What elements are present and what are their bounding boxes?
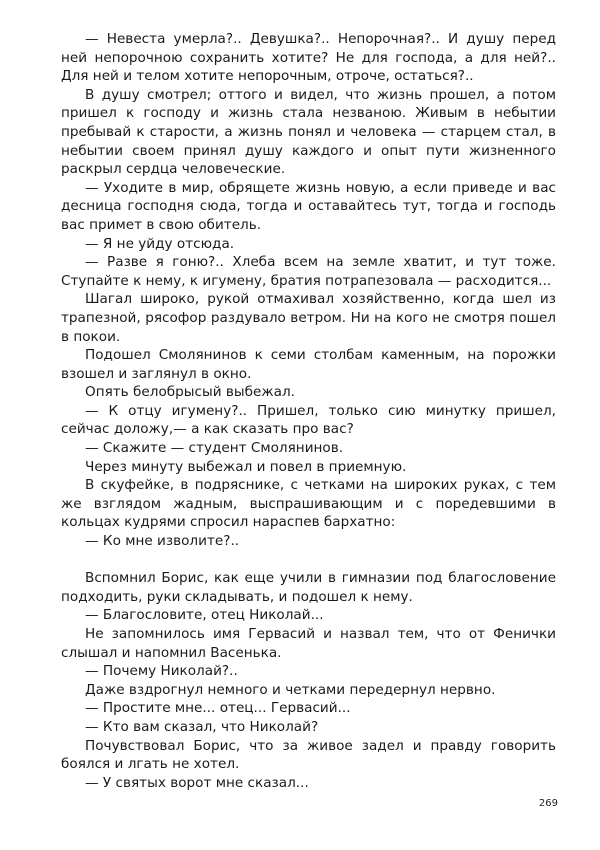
paragraph: Подошел Смолянинов к семи столбам каменным, на порожки взошел и заглянул в окно. — [61, 347, 556, 382]
paragraph: Опять белобрысый выбежал. — [85, 384, 295, 401]
paragraph: Не запомнилось имя Гервасий и назвал тем, что от Фенички слышал и напомнил Васенька. — [61, 626, 556, 661]
paragraph: — Разве я гоню?.. Хлеба всем на земле хватит, и тут тоже. Ступайте к нему, к игумену, братия потрапезовала — расходится... — [61, 254, 556, 289]
paragraph: — Уходите в мир, обрящете жизнь новую, а если приведе и вас десница господня сюда, тогда и оставайтесь тут, тогда и господь вас примет в свою обитель. — [61, 179, 556, 233]
paragraph: — Я не уйду отсюда. — [85, 235, 235, 252]
paragraph: Даже вздрогнул немного и четками передернул нервно. — [85, 681, 496, 698]
paragraph: Вспомнил Борис, как еще учили в гимназии под благословение подходить, руки складывать, и подошел к нему. — [61, 570, 556, 605]
paragraph: — К отцу игумену?.. Пришел, только сию минутку пришел, сейчас доложу,— а как сказать про вас? — [61, 402, 556, 438]
paragraph: — Ко мне изволите?.. — [85, 533, 240, 550]
paragraph: В душу смотрел; оттого и видел, что жизнь прошел, а потом пришел к господу и жизнь стала незваною. Живым в небытии пребывай к старости, а жизнь понял и человека — старцем стал, в небытии своем принял душу каждого и опыт пути жизненного раскрыл сердца человеческие. — [61, 86, 556, 178]
paragraph: — Скажите — студент Смолянинов. — [85, 440, 344, 457]
paragraph: Через минуту выбежал и повел в приемную. — [85, 458, 407, 475]
paragraph: — Почему Николай?.. — [85, 663, 238, 680]
paragraph: — Кто вам сказал, что Николай? — [85, 718, 319, 735]
paragraph: — Невеста умерла?.. Девушка?.. Непорочная?.. И душу перед ней непорочною сохранить хотите? Не для господа, а для ней?.. Для ней и телом хотите непорочным, отроче, остаться?.. — [61, 31, 556, 85]
paragraph: — Благословите, отец Николай... — [85, 607, 324, 624]
text-column — [61, 30, 556, 792]
page-number: 269 — [538, 798, 558, 809]
paragraph: В скуфейке, в подряснике, с четками на широких руках, с тем же взглядом жадным, выспрашивающим и с поредевшими в кольцах кудрями спросил нараспев бархатно: — [61, 477, 556, 531]
paragraph: Шагал широко, рукой отмахивал хозяйственно, когда шел из трапезной, рясофор раздувало ветром. Ни на кого не смотря пошел в покои. — [61, 291, 556, 345]
paragraph: Почувствовал Борис, что за живое задел и правду говорить боялся и лгать не хотел. — [61, 737, 556, 773]
paragraph: — Простите мне... отец... Гервасий... — [85, 700, 351, 717]
paragraph: — У святых ворот мне сказал... — [85, 774, 309, 791]
